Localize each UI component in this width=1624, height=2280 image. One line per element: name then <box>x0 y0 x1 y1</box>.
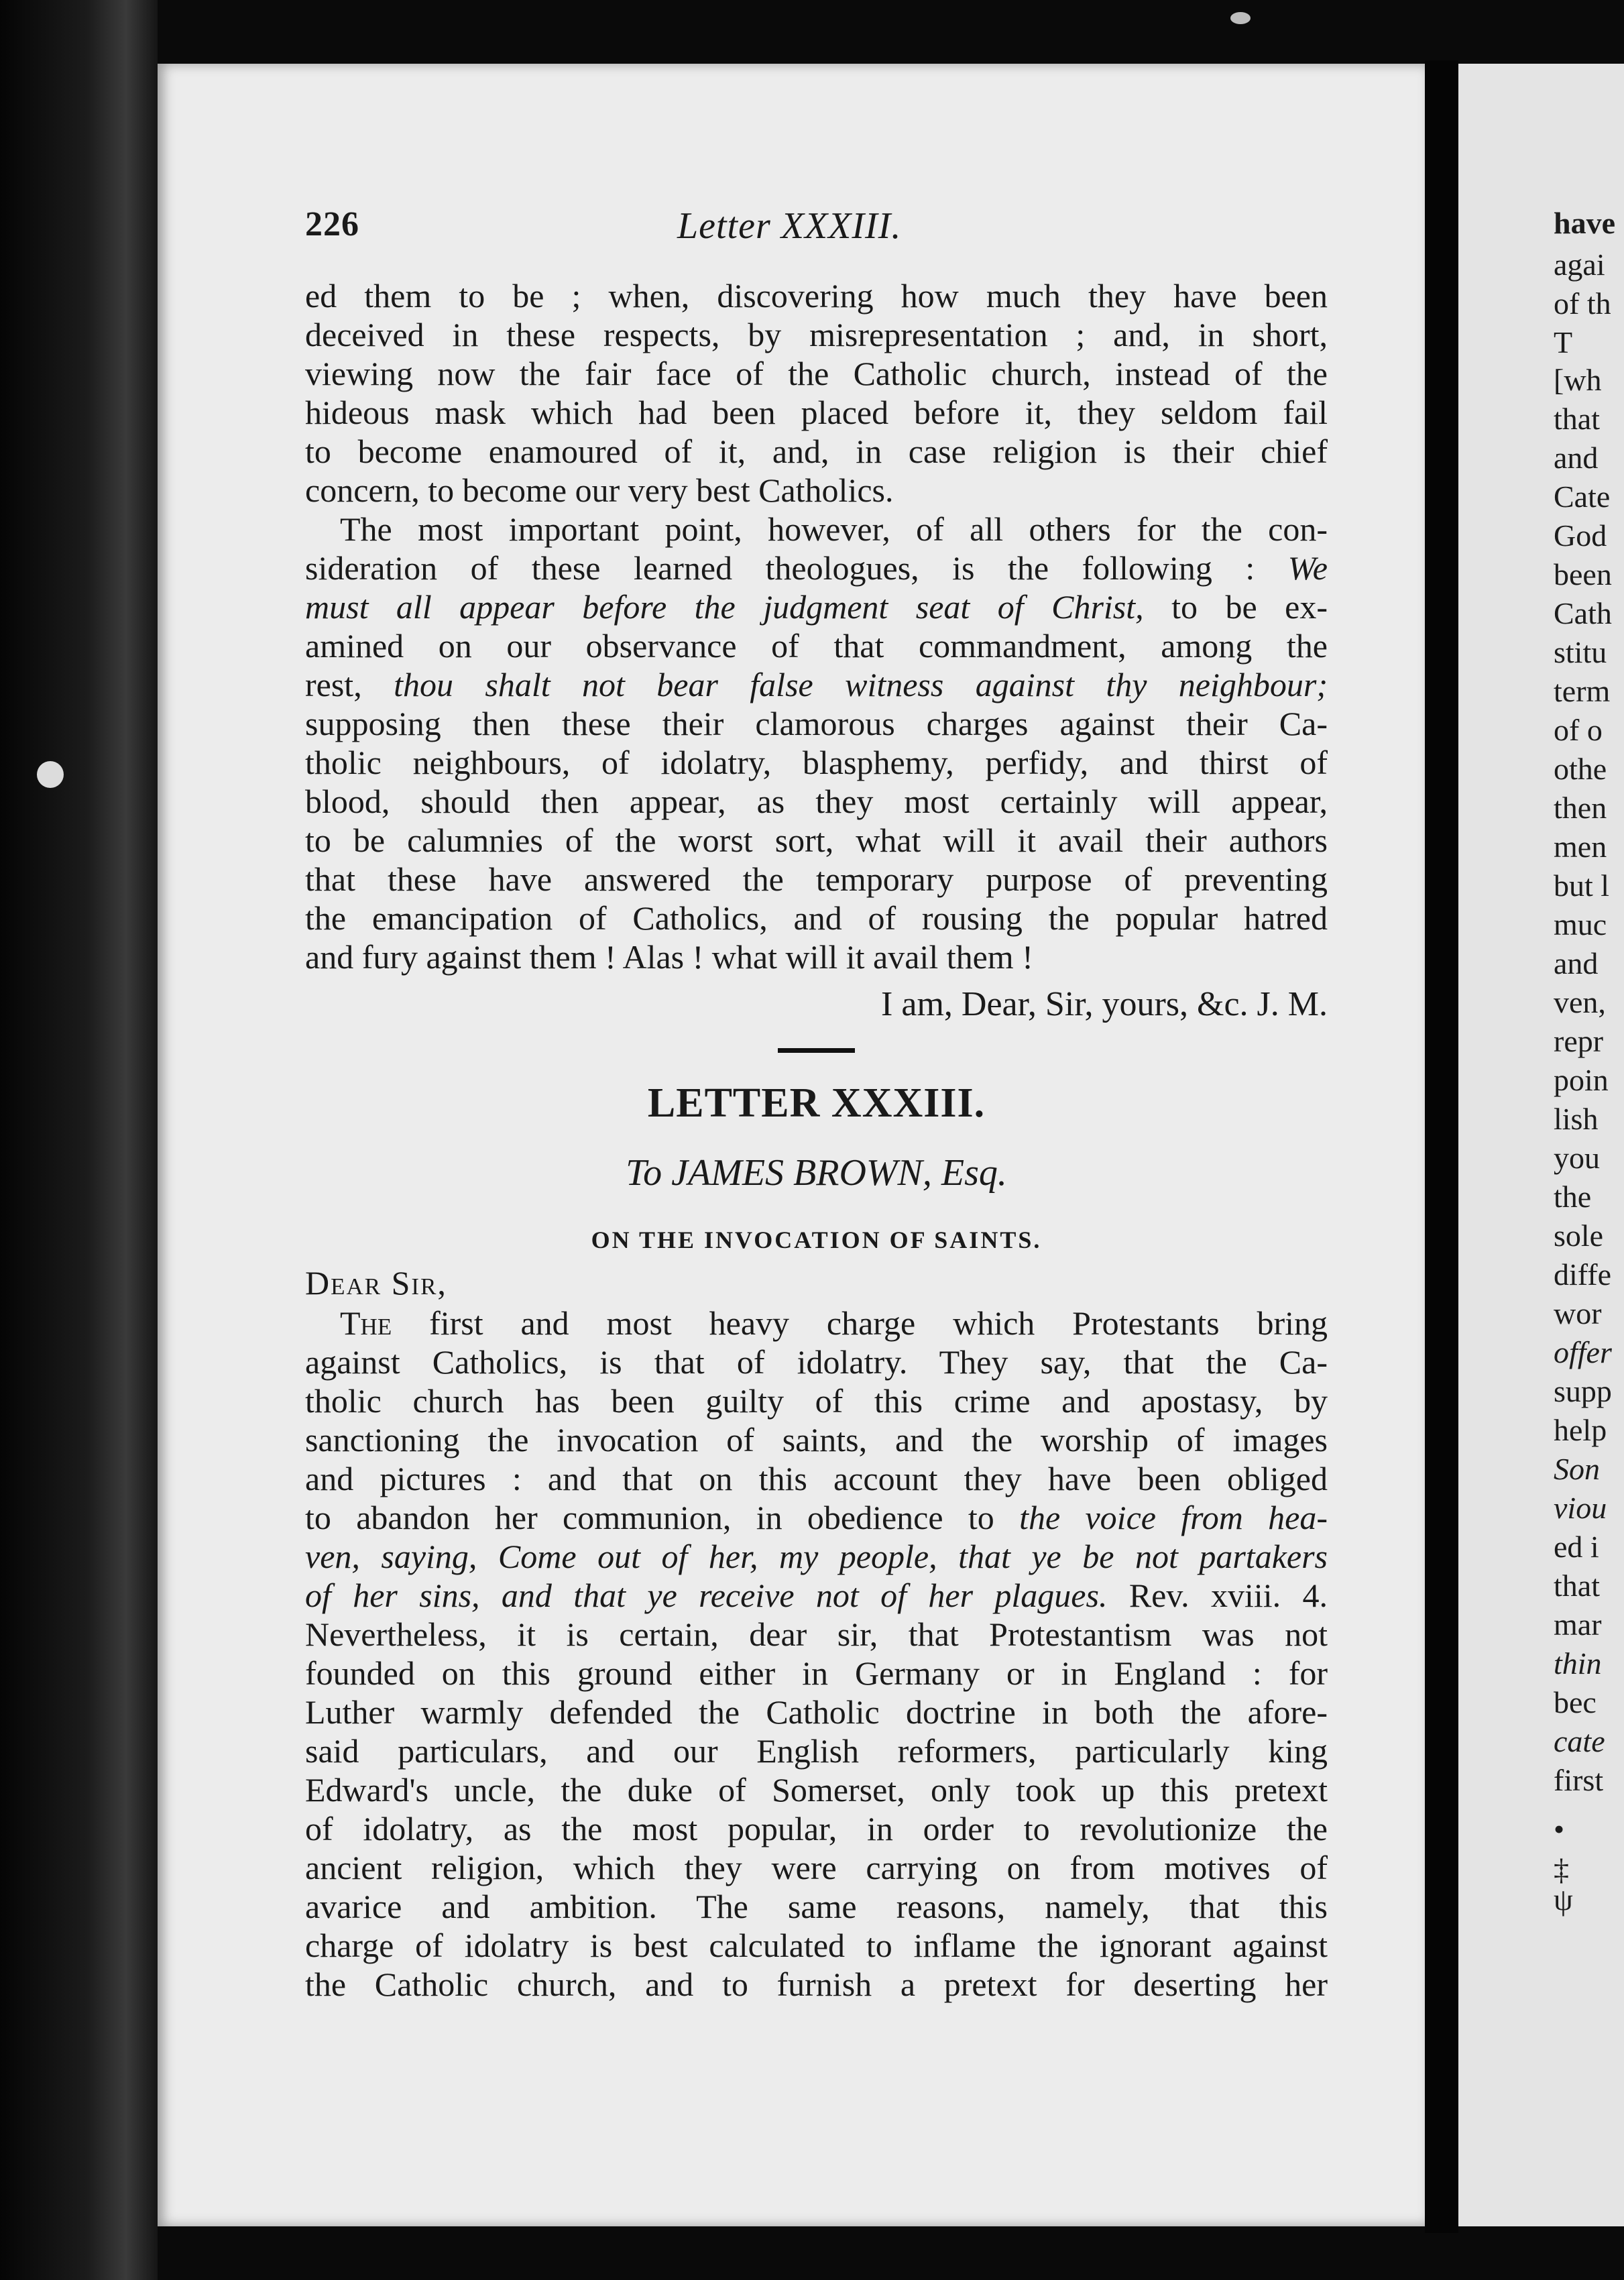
text-run: Rev. xviii. 4. <box>1128 1577 1328 1614</box>
text-line: tholic neighbours, of idolatry, blasphemy, perfidy, and thirst of <box>305 744 1328 781</box>
small-caps-run: The <box>340 1304 392 1342</box>
adjacent-page-fragment: that <box>1554 1569 1600 1603</box>
adjacent-page-fragment: have <box>1554 206 1615 240</box>
adjacent-page-fragment: first <box>1554 1763 1604 1797</box>
adjacent-page-fragment: been <box>1554 557 1612 591</box>
text-line: The most important point, however, of all others for the con- <box>340 510 1328 548</box>
letter-addressee: To JAMES BROWN, Esq. <box>626 1152 1007 1194</box>
adjacent-page-fragment: muc <box>1554 907 1607 942</box>
text-line: amined on our observance of that commandment, among the <box>305 627 1328 665</box>
letter-signature: I am, Dear, Sir, yours, &c. J. M. <box>881 985 1328 1023</box>
text-line: and fury against them ! Alas ! what will it avail them ! <box>305 938 1033 976</box>
adjacent-page-fragment: offer <box>1554 1335 1612 1369</box>
text-line: and pictures : and that on this account they have been obliged <box>305 1460 1328 1497</box>
text-line: charge of idolatry is best calculated to inflame the ignorant against <box>305 1927 1328 1964</box>
running-title: Letter XXXIII. <box>677 205 902 247</box>
italic-run: thou shalt not bear false witness against thy neighbour; <box>394 666 1328 703</box>
italic-run: We <box>1287 549 1328 587</box>
adjacent-page-fragment: sole <box>1554 1218 1604 1253</box>
text-run: rest, <box>305 666 362 703</box>
adjacent-page-fragment: ven, <box>1554 985 1606 1019</box>
letter-subject: ON THE INVOCATION OF SAINTS. <box>591 1227 1042 1253</box>
adjacent-page-fragment: viou <box>1554 1491 1607 1525</box>
adjacent-page-fragment: and <box>1554 946 1599 980</box>
text-line: of idolatry, as the most popular, in order to revolutionize the <box>305 1810 1328 1847</box>
text-line <box>305 1498 1328 1537</box>
adjacent-page-fragment: term <box>1554 674 1611 708</box>
text-run: to be ex- <box>1171 588 1328 626</box>
adjacent-page-fragment: help <box>1554 1413 1607 1447</box>
text-run: sideration of these learned theologues, is the following : <box>305 549 1255 587</box>
text-run: first and most heavy charge which Protestants bring <box>429 1304 1328 1342</box>
adjacent-page-fragment: cate <box>1554 1724 1605 1758</box>
adjacent-page-fragment: God <box>1554 518 1607 553</box>
text-line: ven, saying, Come out of her, my people, that ye be not partakers <box>305 1538 1328 1575</box>
section-divider <box>778 1048 855 1053</box>
adjacent-page-fragment: thin <box>1554 1646 1602 1680</box>
judgment-paragraph <box>305 510 1328 976</box>
adjacent-page-fragment: men <box>1554 830 1607 864</box>
text-line: to be calumnies of the worst sort, what will it avail their authors <box>305 821 1328 859</box>
adjacent-page-fragment: ‡ <box>1554 1852 1569 1886</box>
text-line: avarice and ambition. The same reasons, namely, that this <box>305 1888 1328 1925</box>
adjacent-page-fragment: then <box>1554 791 1607 825</box>
italic-run: the voice from hea- <box>1019 1499 1328 1536</box>
text-line: deceived in these respects, by misrepresentation ; and, in short, <box>305 316 1328 353</box>
adjacent-page-fragment: Cath <box>1554 596 1612 630</box>
adjacent-page-fragment: T <box>1554 325 1573 359</box>
adjacent-page-fragment: you <box>1554 1141 1600 1175</box>
text-line: the emancipation of Catholics, and of rousing the popular hatred <box>305 899 1328 937</box>
text-line: tholic church has been guilty of this crime and apostasy, by <box>305 1382 1328 1420</box>
text-line: against Catholics, is that of idolatry. They say, that the Ca- <box>305 1343 1328 1381</box>
adjacent-page-fragment: of th <box>1554 286 1611 321</box>
text-line: that these have answered the temporary purpose of preventing <box>305 860 1328 898</box>
adjacent-page-fragment: the <box>1554 1180 1592 1214</box>
dust-speck <box>37 761 64 788</box>
adjacent-page-fragment: that <box>1554 402 1600 436</box>
text-line: ed them to be ; when, discovering how much they have been <box>305 277 1328 315</box>
adjacent-page-fragment: supp <box>1554 1374 1612 1408</box>
adjacent-page-fragment: and <box>1554 441 1599 475</box>
adjacent-page-fragment: diffe <box>1554 1257 1612 1292</box>
adjacent-page-fragment: of o <box>1554 713 1603 747</box>
text-line: to become enamoured of it, and, in case religion is their chief <box>305 433 1328 470</box>
text-line: viewing now the fair face of the Catholic church, instead of the <box>305 355 1328 392</box>
adjacent-page-fragment: but l <box>1554 868 1610 903</box>
adjacent-page-fragment: repr <box>1554 1024 1604 1058</box>
italic-run: of her sins, and that ye receive not of her plagues. <box>305 1577 1108 1614</box>
adjacent-page-fragment: ed i <box>1554 1530 1599 1564</box>
adjacent-page-fragment: mar <box>1554 1607 1602 1642</box>
adjacent-page-fragment: • <box>1554 1812 1565 1846</box>
page-number: 226 <box>305 205 359 243</box>
text-line: hideous mask which had been placed before it, they seldom fail <box>305 394 1328 431</box>
adjacent-page-fragment: stitu <box>1554 635 1607 669</box>
letter-body <box>305 1304 1328 2004</box>
adjacent-page-fragment: bec <box>1554 1685 1597 1719</box>
text-line: blood, should then appear, as they most certainly will appear, <box>305 783 1328 820</box>
adjacent-page-fragment: Son <box>1554 1452 1600 1486</box>
text-line <box>305 549 1328 587</box>
letter-salutation: Dear Sir, <box>305 1264 447 1302</box>
text-line <box>305 665 1328 704</box>
adjacent-page-edge <box>1458 64 1624 2226</box>
adjacent-page-fragment: [wh <box>1554 363 1602 397</box>
adjacent-page-fragment: poin <box>1554 1063 1609 1097</box>
continuation-paragraph <box>305 276 1328 510</box>
adjacent-page-fragment: othe <box>1554 752 1607 786</box>
running-head <box>305 205 1328 251</box>
text-line: Edward's uncle, the duke of Somerset, only took up this pretext <box>305 1771 1328 1809</box>
text-line: ancient religion, which they were carrying on from motives of <box>305 1849 1328 1886</box>
letter-heading: LETTER XXXIII. <box>647 1080 986 1126</box>
book-spine <box>0 0 158 2280</box>
text-run: to abandon her communion, in obedience to <box>305 1499 994 1536</box>
text-line: the Catholic church, and to furnish a pretext for deserting her <box>305 1965 1328 2003</box>
text-line: supposing then these their clamorous charges against their Ca- <box>305 705 1328 742</box>
text-line: sanctioning the invocation of saints, and the worship of images <box>305 1421 1328 1459</box>
text-line: founded on this ground either in Germany or in England : for <box>305 1654 1328 1692</box>
text-line: said particulars, and our English reformers, particularly king <box>305 1732 1328 1770</box>
text-line: concern, to become our very best Catholics. <box>305 471 894 509</box>
page-gutter <box>1425 60 1458 2233</box>
text-line: Luther warmly defended the Catholic doctrine in both the afore- <box>305 1693 1328 1731</box>
adjacent-page-fragment: ψ <box>1554 1882 1573 1917</box>
adjacent-page-fragment: Cate <box>1554 479 1611 514</box>
text-line <box>305 587 1328 626</box>
adjacent-page-fragment: agai <box>1554 247 1605 282</box>
italic-run: must all appear before the judgment seat of Christ, <box>305 588 1144 626</box>
text-line: Nevertheless, it is certain, dear sir, that Protestantism was not <box>305 1615 1328 1653</box>
text-line <box>305 1576 1328 1615</box>
dust-speck <box>1230 12 1251 24</box>
adjacent-page-fragment: wor <box>1554 1296 1602 1330</box>
text-line <box>305 1304 1328 1343</box>
adjacent-page-fragment: lish <box>1554 1102 1599 1136</box>
